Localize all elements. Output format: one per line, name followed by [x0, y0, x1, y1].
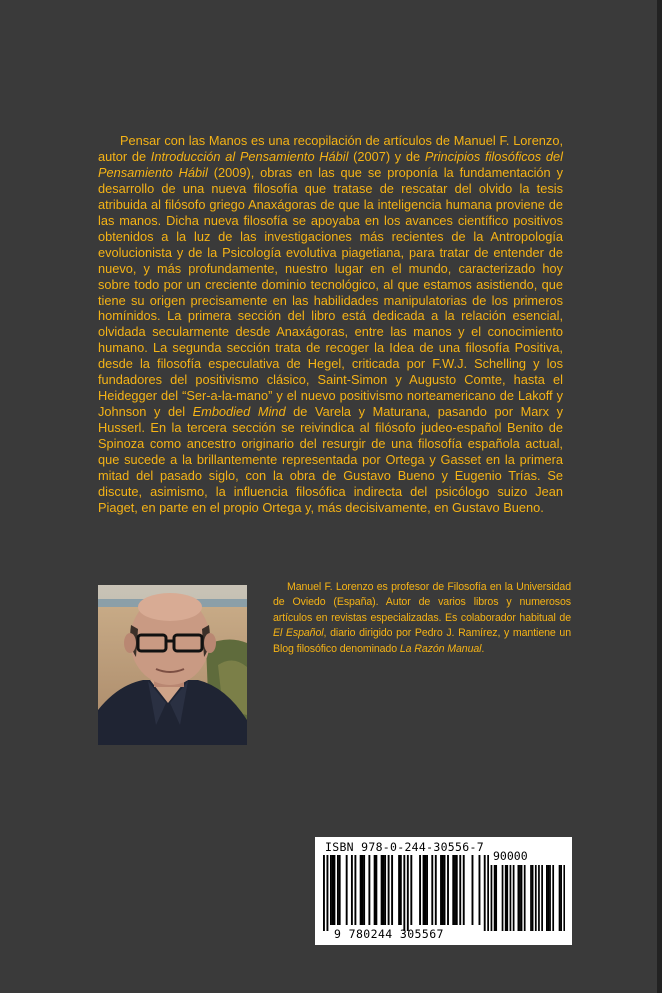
barcode-bar: [351, 855, 353, 925]
barcode-bar: [424, 855, 426, 925]
barcode-bar: [382, 855, 384, 925]
barcode-bar: [440, 855, 442, 925]
barcode-bar: [330, 855, 332, 925]
addon-bar: [532, 865, 534, 931]
barcode-bar: [354, 855, 356, 925]
barcode-bar: [346, 855, 348, 925]
barcode-bar: [435, 855, 437, 925]
addon-bar: [506, 865, 508, 931]
addon-bar: [502, 865, 504, 931]
barcode-bar: [426, 855, 428, 925]
barcode-bar: [452, 855, 454, 925]
barcode-bar: [423, 855, 425, 925]
barcode-bar: [384, 855, 386, 925]
bio-segment: El Español: [273, 627, 324, 640]
isbn-barcode: [315, 837, 572, 945]
barcode-bar: [463, 855, 465, 925]
addon-bar: [513, 865, 515, 931]
barcode-bar: [407, 855, 409, 931]
barcode-bar: [391, 855, 393, 925]
addon-bar: [505, 865, 507, 931]
barcode-bar: [400, 855, 402, 925]
barcode-bar: [388, 855, 390, 925]
isbn-label: ISBN 978-0-244-30556-7: [325, 840, 484, 854]
addon-bar: [530, 865, 532, 931]
barcode-bar: [431, 855, 433, 925]
author-photo: [98, 585, 247, 745]
spine-edge: [657, 0, 662, 993]
addon-barcode-bars: [489, 851, 565, 931]
addon-bar: [546, 865, 548, 931]
blurb-segment: Pensar con las Manos es una recopilación de artículos de Manuel F. Lorenzo, autor de: [98, 133, 563, 164]
barcode-bar: [484, 855, 486, 931]
author-bio: [273, 580, 571, 657]
barcode-bar: [479, 855, 481, 925]
blurb-segment: (2007) y de: [348, 148, 425, 164]
barcode-bar: [442, 855, 444, 925]
addon-bar: [548, 865, 550, 931]
barcode-bar: [326, 855, 328, 931]
bio-segment: .: [481, 642, 485, 655]
addon-bar: [563, 865, 565, 931]
bio-segment: Manuel F. Lorenzo es profesor de Filosofía en la Universidad de Oviedo (España). Autor de varios libros y numerosos artículos en revistas especializadas. Es colaborador habitual de: [273, 581, 571, 624]
barcode-bar: [339, 855, 341, 925]
blurb-segment: Principios filosóficos del Pensamiento Hábil: [98, 148, 563, 180]
addon-bar: [495, 865, 497, 931]
addon-bar: [491, 865, 493, 931]
barcode-bar: [410, 855, 412, 925]
addon-bar: [510, 865, 512, 931]
addon-bar: [519, 865, 521, 931]
barcode-bar: [333, 855, 335, 925]
barcode-bar: [332, 855, 334, 925]
barcode-bar: [447, 855, 449, 925]
addon-bar: [560, 865, 562, 931]
addon-bar: [552, 865, 554, 931]
addon-bar: [518, 865, 520, 931]
blurb-segment: Introducción al Pensamiento Hábil: [150, 148, 349, 164]
barcode-bar: [374, 855, 376, 925]
blurb-segment: Embodied Mind: [192, 404, 286, 420]
blurb-segment: de Varela y Maturana, pasando por Marx y Husserl. En la tercera sección se reivindica al filósofo judeo-español Benito de Spinoza como ancestro originario del resurgir de una filosofía española actual, que sucede a la brillantemente representada por Ortega y Gasset en la primera mitad del pasado siglo, con la obra de Gustavo Bueno y Eugenio Trías. Se discute, asimismo, la influencia filosófica indirecta del psicólogo suizo Jean Piaget, en parte en el propio Ortega y, más decisivamente, en Gustavo Bueno.: [98, 404, 563, 515]
barcode-bar: [361, 855, 363, 925]
bio-paragraph: [273, 580, 571, 657]
barcode-bar: [444, 855, 446, 925]
barcode-bar: [360, 855, 362, 925]
barcode-bar: [323, 855, 325, 931]
barcode-bar: [419, 855, 421, 925]
ean-barcode-bars: [323, 855, 489, 931]
barcode-bar: [368, 855, 370, 925]
barcode-bar: [337, 855, 339, 925]
blurb-paragraph: [98, 133, 563, 516]
bio-segment: , diario dirigido por Pedro J. Ramírez, y mantiene un Blog filosófico denominado: [273, 627, 571, 655]
barcode-bar: [398, 855, 400, 925]
addon-bar: [494, 865, 496, 931]
barcode-bar: [456, 855, 458, 925]
bio-segment: La Razón Manual: [399, 642, 482, 655]
addon-bar: [521, 865, 523, 931]
addon-bar: [535, 865, 537, 931]
addon-bar: [541, 865, 543, 931]
addon-digits: 90000: [493, 849, 528, 863]
book-blurb: [98, 133, 563, 516]
addon-bar: [538, 865, 540, 931]
barcode-bar: [459, 855, 461, 925]
barcode-digits: 9 780244 305567: [334, 927, 444, 941]
barcode-bar: [454, 855, 456, 925]
addon-bar: [559, 865, 561, 931]
blurb-segment: (2009), obras en las que se proponía la fundamentación y desarrollo de una nueva filosofía que tratase de rescatar del olvido la tesis atribuida al filósofo griego Anaxágoras de que la inteligencia humana proviene de las manos. Dicha nueva filosofía se apoyaba en los avances científico positivos obtenidos a la luz de las investigaciones más recientes de la Antropología evolucionista y de la Psicología evolutiva piagetiana, para tratar de entender de nuevo, y más profundamente, nuestro lugar en el mundo, caracterizado hoy sobre todo por un creciente dominio tecnológico, al que estamos asistiendo, que tiene su origen precisamente en las habilidades manipulatorias de los primeros homínidos. La primera sección del libro está dedicada a la relación esencial, olvidada secularmente desde Anaxágoras, entre las manos y el conocimiento humano. La segunda sección trata de recoger la Idea de una filosofía Positiva, desde la filosofía especulativa de Hegel, criticada por F.W.J. Schelling y los fundadores del positivismo clásico, Saint-Simon y Augusto Comte, hasta el Heidegger del “Ser-a-la-mano” y el nuevo positivismo norteamericano de Lakoff y Johnson y del: [98, 164, 563, 420]
barcode-bar: [375, 855, 377, 925]
addon-bar: [549, 865, 551, 931]
barcode-bar: [403, 855, 405, 931]
barcode-bar: [472, 855, 474, 925]
barcode-bar: [363, 855, 365, 925]
barcode-bar: [381, 855, 383, 925]
addon-bar: [524, 865, 526, 931]
